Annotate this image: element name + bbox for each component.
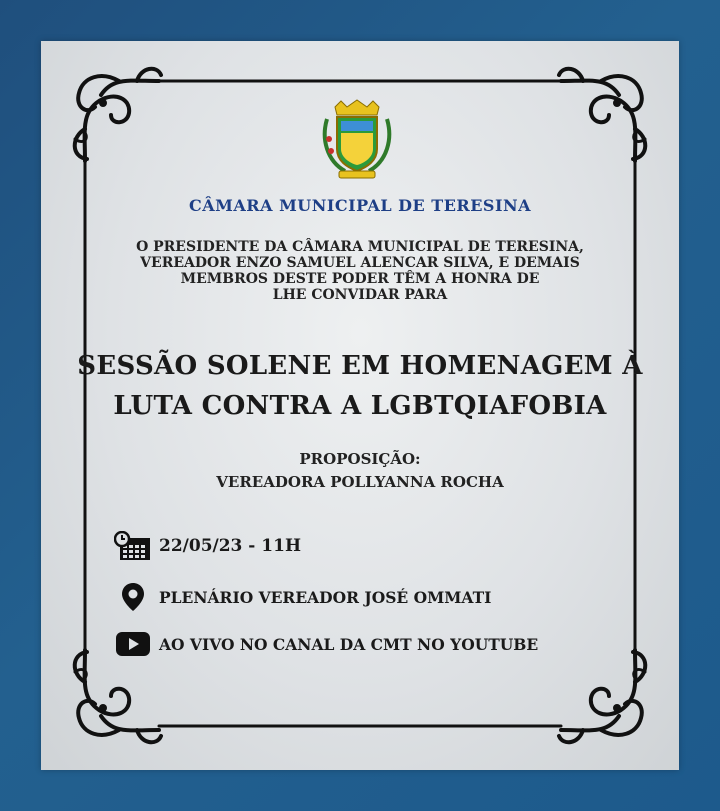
intro-line: MEMBROS DESTE PODER TÊM A HONRA DE	[180, 271, 540, 287]
stream-row	[113, 629, 538, 659]
calendar-clock-icon	[113, 531, 153, 561]
intro-line: LHE CONVIDAR PARA	[272, 287, 448, 303]
location-pin-icon	[113, 582, 153, 612]
location-row	[113, 582, 491, 612]
event-title	[41, 346, 679, 426]
proposition-name: VEREADORA POLLYANNA ROCHA	[216, 473, 504, 491]
invitation-intro	[41, 239, 679, 303]
event-title-line: SESSÃO SOLENE EM HOMENAGEM À	[77, 351, 643, 381]
intro-line: VEREADOR ENZO SAMUEL ALENCAR SILVA, E DEMAIS	[140, 255, 580, 271]
event-location: PLENÁRIO VEREADOR JOSÉ OMMATI	[159, 587, 492, 607]
event-stream: AO VIVO NO CANAL DA CMT NO YOUTUBE	[159, 634, 539, 654]
youtube-icon	[113, 629, 153, 659]
city-council-emblem	[317, 99, 397, 183]
institution-name: CÂMARA MUNICIPAL DE TERESINA	[189, 196, 531, 215]
event-title-line: LUTA CONTRA A LGBTQIAFOBIA	[113, 391, 607, 421]
event-datetime: 22/05/23 - 11H	[159, 536, 302, 556]
invitation-card	[41, 41, 679, 770]
datetime-row	[113, 531, 301, 561]
intro-line: O PRESIDENTE DA CÂMARA MUNICIPAL DE TERESINA,	[136, 239, 584, 255]
proposition-label: PROPOSIÇÃO:	[299, 450, 421, 468]
